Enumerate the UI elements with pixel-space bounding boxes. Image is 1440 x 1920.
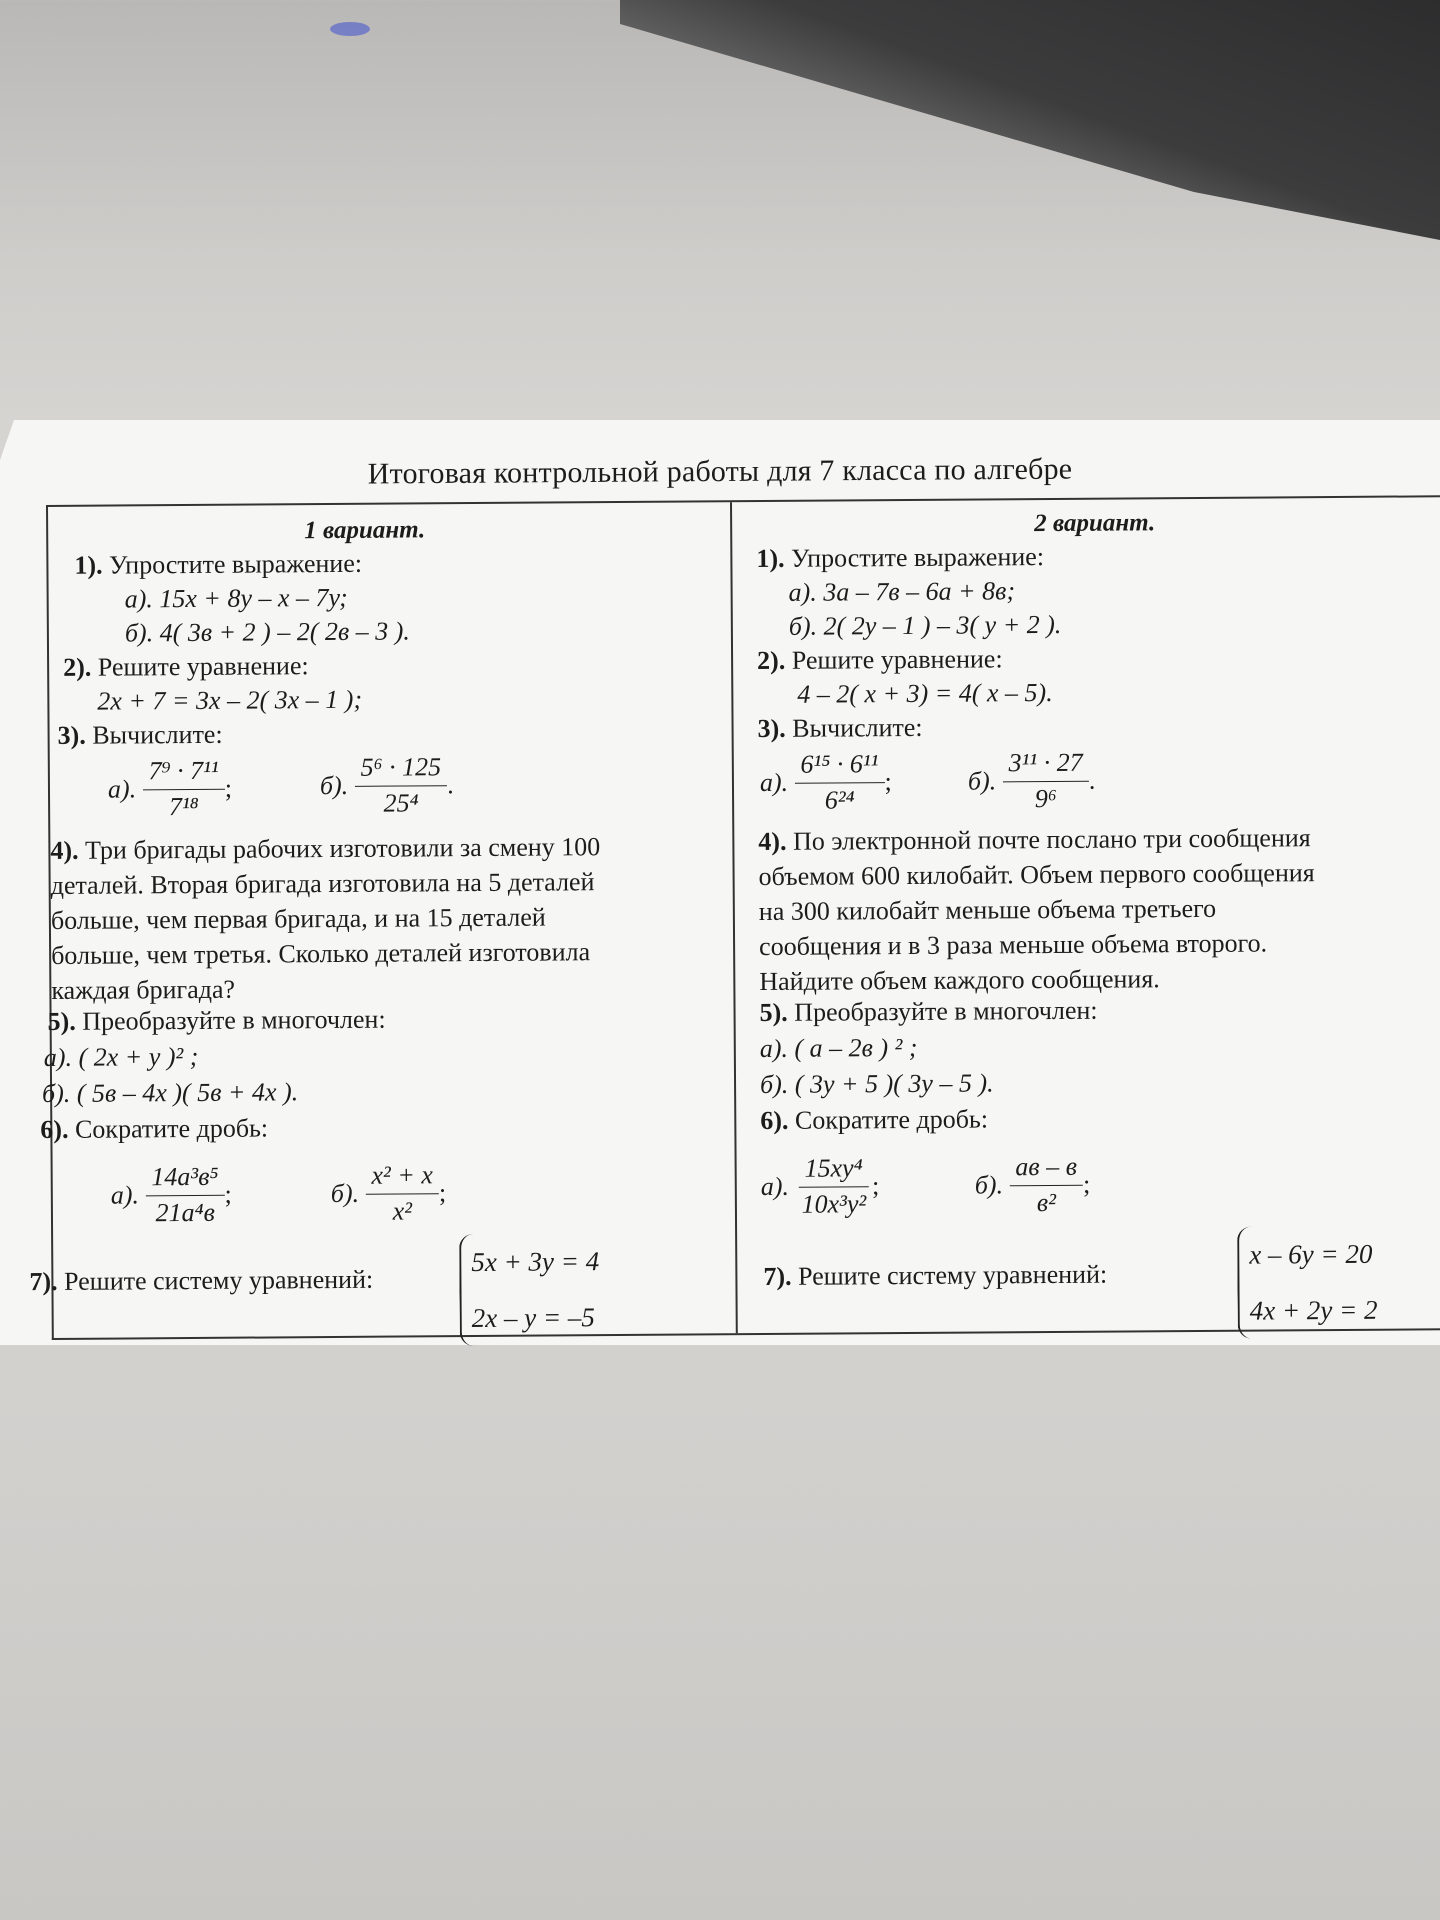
task-4-line: деталей. Вторая бригада изготовила на 5 деталей [50,867,595,900]
task-1b: б). 4( 3в + 2 ) – 2( 2в – 3 ). [124,616,410,648]
task-2-number: 2). [63,652,92,682]
task-2-equation: 4 – 2( х + 3) = 4( х – 5). [797,677,1053,709]
task-7-number: 7). [29,1266,58,1297]
task-6b-label: б). [330,1178,360,1209]
task-3a-label: а). [759,767,789,798]
task-6a-denominator: 10х³у² [801,1189,867,1219]
task-4-line: каждая бригада? [51,974,236,1005]
task-3a-denominator: 7¹⁸ [168,791,199,822]
task-4-line: Найдите объем каждого сообщения. [759,964,1160,997]
task-6-number: 6). [40,1114,69,1145]
task-3b-label: б). [319,770,349,801]
task-5a: а). ( 2х + у )² ; [43,1041,199,1073]
task-1a: а). 15х + 8у – х – 7у; [124,582,348,614]
task-4-line: больше, чем первая бригада, и на 15 деталей [50,902,546,935]
task-3a-label: а). [107,774,137,804]
background-dark-area [620,0,1440,240]
task-3b-numerator: 3¹¹ · 27 [1002,748,1088,783]
task-3-text: Вычислите: [792,712,923,743]
task-7-heading [29,1265,373,1297]
task-3b: б). $\frac{\text{5⁶ · 125}}{\text{25⁴}}$ . [319,752,454,818]
task-6b-fraction [1009,1152,1083,1219]
task-1-number: 1). [756,543,785,574]
task-6a-numerator: 14а³в⁵ [145,1162,224,1197]
task-4-line: 4). Три бригады рабочих изготовили за смену 100 [50,832,601,865]
task-5-text: Преобразуйте в многочлен: [794,995,1098,1027]
task-3-number: 3). [757,713,786,744]
task-7-heading [763,1260,1107,1292]
task-3a-numerator: 7⁹ · 7¹¹ [142,756,224,791]
task-3b-numerator: 5⁶ · 125 [354,752,447,787]
task-4 [50,829,601,1008]
task-3-text: Вычислите: [92,719,223,750]
task-1-text: Упростите выражение: [108,548,363,580]
task-6b-denominator: в² [1036,1187,1057,1218]
task-1b: б). 2( 2у – 1 ) – 3( у + 2 ). [788,609,1062,641]
task-7-text: Решите систему уравнений: [63,1264,374,1296]
task-5b: б). ( 3у + 5 )( 3у – 5 ). [759,1068,994,1100]
task-3b-label: б). [967,766,997,796]
task-6b-denominator: х² [392,1196,413,1226]
task-2-equation: 2х + 7 = 3х – 2( 3х – 1 ); [97,684,363,716]
task-7-equation-2: 2х – у = –5 [471,1302,595,1334]
task-4-number: 4). [50,835,79,865]
task-5-number: 5). [47,1006,76,1037]
column-divider [730,502,738,1333]
task-6a-numerator: 15ху⁴ [798,1153,868,1187]
task-4-line: больше, чем третья. Сколько деталей изготовила [51,937,591,970]
task-3b-fraction [354,752,447,819]
task-3b-denominator: 25⁴ [383,788,419,818]
task-6-number: 6). [760,1105,789,1136]
task-3-heading [58,720,223,751]
task-6a-fraction [795,1153,872,1220]
task-3a-fraction [142,756,225,823]
task-6-text: Сократите дробь: [794,1104,989,1135]
task-3b-denominator: 9⁶ [1034,783,1057,814]
task-3b: б). $\frac{\text{3¹¹ · 27}}{\text{9⁶}}$ . [967,747,1096,814]
ink-mark [330,22,370,36]
task-3-number: 3). [57,720,86,750]
task-3-heading [757,713,922,744]
task-7-number: 7). [763,1261,792,1292]
task-2-heading [63,651,309,683]
task-5-number: 5). [759,997,788,1028]
task-2-text: Решите уравнение: [97,651,309,682]
task-6a-denominator: 21а⁴в [155,1197,215,1228]
page-title: Итоговая контрольной работы для 7 класса по алгебре [367,452,1073,491]
task-4-line: на 300 килобайт меньше объема третьего [758,893,1217,927]
task-3a: а). $\frac{\text{7⁹ · 7¹¹}}{\text{7¹⁸}}$ ; [107,755,233,822]
task-6-text: Сократите дробь: [74,1113,269,1144]
task-6a: а). $\frac{\text{14а³в⁵}}{\text{21а⁴в}}$ ; [110,1161,232,1228]
task-1-number: 1). [74,550,103,580]
task-2-number: 2). [757,645,786,676]
task-1a: а). 3а – 7в – 6а + 8в; [788,576,1016,607]
task-4-line: объемом 600 килобайт. Объем первого сообщения [758,858,1315,892]
task-6b-fraction [365,1160,439,1227]
variants-table [29,495,1440,1340]
task-7-equation-1: 5х + 3у = 4 [471,1246,600,1278]
task-4-line: сообщения и в 3 раза меньше объема второго. [758,928,1268,962]
task-7-text: Решите систему уравнений: [797,1259,1108,1291]
task-1-heading [756,542,1044,574]
task-2-heading [757,644,1003,676]
task-1-text: Упростите выражение: [790,542,1045,573]
task-6a: а). $\frac{\text{15ху⁴}}{\text{10х³у²}}$ ; [760,1153,880,1219]
variant-1-heading: 1 вариант. [304,516,426,545]
task-6-heading [40,1113,268,1145]
task-1-heading [74,549,362,581]
task-6b-label: б). [974,1170,1004,1200]
task-3b-fraction [1002,748,1089,815]
task-5-text: Преобразуйте в многочлен: [82,1004,386,1036]
task-5-heading [48,1005,386,1037]
task-4 [758,820,1315,999]
task-5a: а). ( а – 2в ) ² ; [759,1032,918,1064]
task-5-heading [759,996,1097,1028]
task-7-system [459,1233,600,1346]
task-7-system [1237,1226,1378,1339]
task-4-line: 4). По электронной почте послано три сообщения [758,823,1311,857]
task-3a-fraction [794,749,884,816]
task-6b: б). $\frac{ав - в}{\text{в²}}$ ; [974,1151,1091,1218]
task-6a-label: а). [110,1180,140,1210]
task-6b: б). $\frac{\text{х² + х}}{\text{х²}}$ ; [330,1160,447,1226]
task-3a-denominator: 6²⁴ [824,785,855,815]
task-6b-numerator: х² + х [365,1160,439,1195]
task-2-text: Решите уравнение: [791,644,1003,675]
task-5b: б). ( 5в – 4х )( 5в + 4х ). [42,1077,299,1109]
task-3a: а). $\frac{\text{6¹⁵ · 6¹¹}}{\text{6²⁴}}$ ; [759,749,892,815]
task-6b-numerator: ав – в [1009,1152,1083,1187]
task-6a-fraction [145,1162,225,1229]
task-6a-label: а). [760,1171,790,1202]
task-7-equation-1: х – 6у = 20 [1249,1238,1373,1270]
variant-2-heading: 2 вариант. [1034,509,1156,538]
task-3a-numerator: 6¹⁵ · 6¹¹ [794,749,884,784]
task-7-equation-2: 4х + 2у = 2 [1249,1294,1378,1326]
task-4-number: 4). [758,826,787,857]
task-6-heading [760,1104,988,1136]
